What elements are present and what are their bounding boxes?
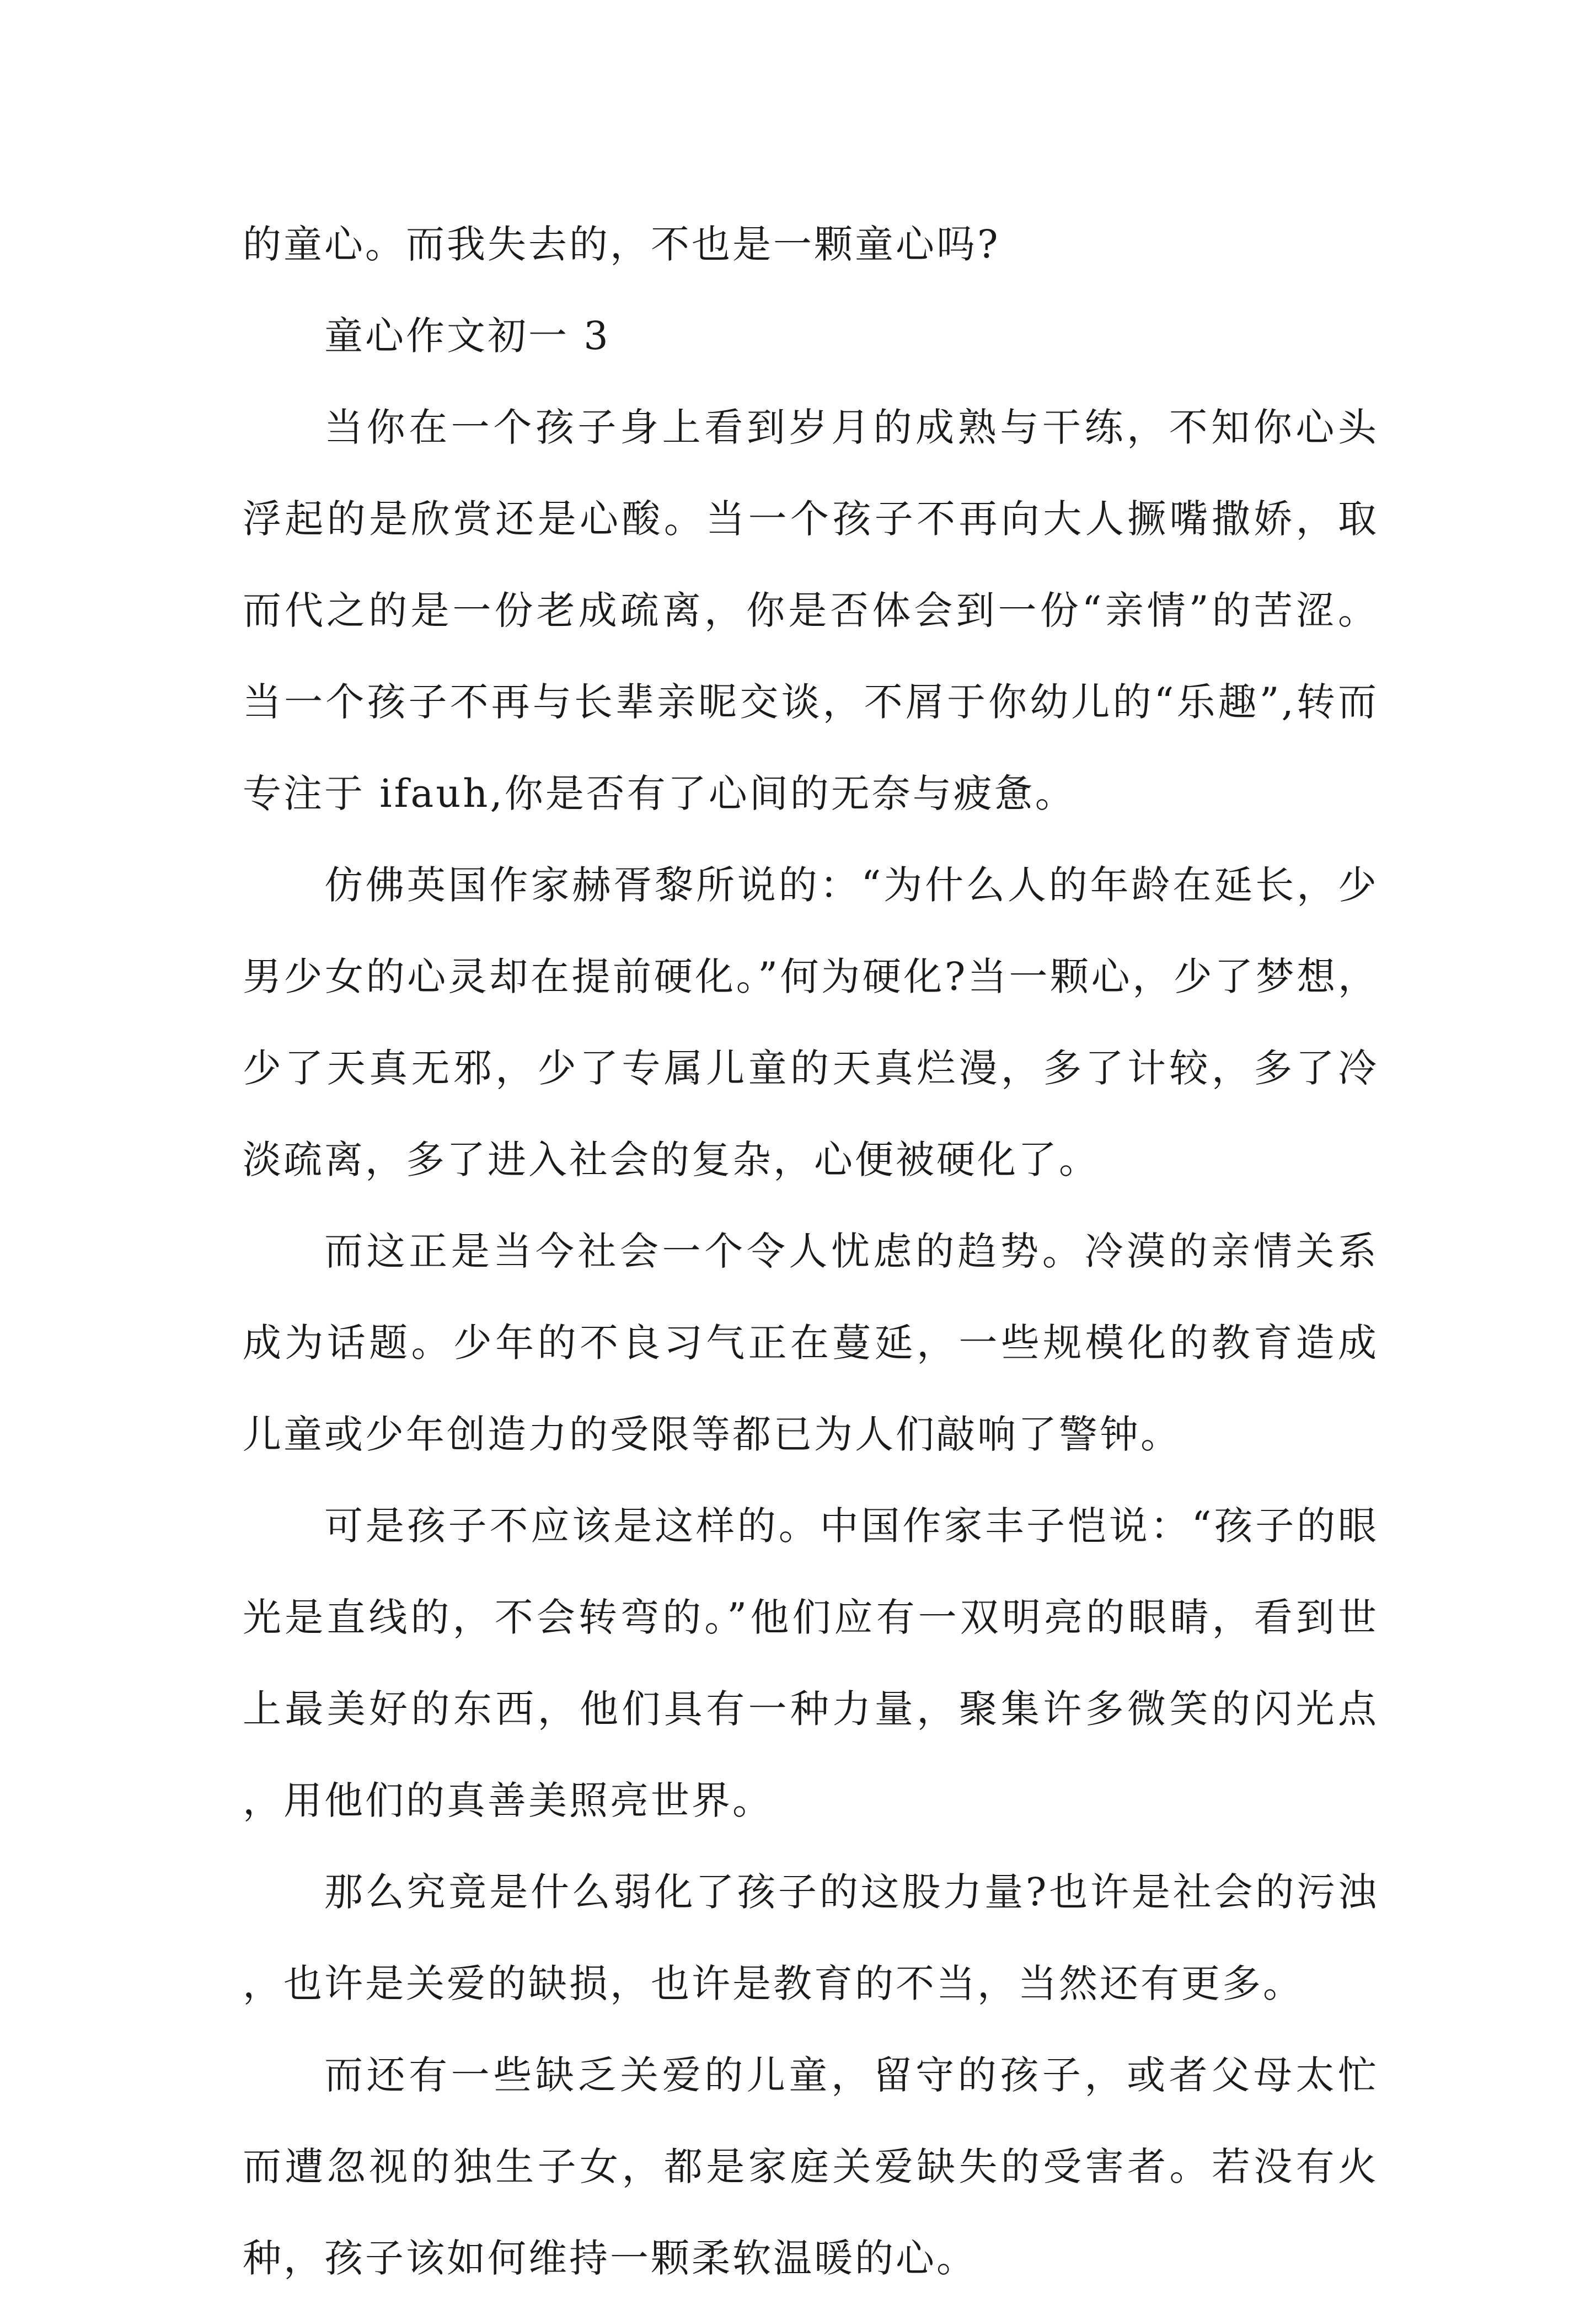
body-paragraph: 当你在一个孩子身上看到岁月的成熟与干练，不知你心头浮起的是欣赏还是心酸。当一个孩子不再向大人撅嘴撒娇，取而代之的是一份老成疏离，你是否体会到一份“亲情”的苦涩。当一个孩子不再与长辈亲昵交谈，不屑于你幼儿的“乐趣”,转而专注于 ifauh,你是否有了心间的无奈与疲惫。 <box>243 405 1379 816</box>
body-paragraph: 可是孩子不应该是这样的。中国作家丰子恺说：“孩子的眼光是直线的，不会转弯的。”他们应有一双明亮的眼睛，看到世上最美好的东西，他们具有一种力量，聚集许多微笑的闪光点，用他们的真善美照亮世界。 <box>243 1503 1379 1823</box>
body-paragraph: 仿佛英国作家赫胥黎所说的：“为什么人的年龄在延长，少男少女的心灵却在提前硬化。”何为硬化?当一颗心，少了梦想，少了天真无邪，少了专属儿童的天真烂漫，多了计较，多了冷淡疏离，多了进入社会的复杂，心便被硬化了。 <box>243 862 1379 1182</box>
continuation-paragraph: 的童心。而我失去的，不也是一颗童心吗? <box>243 222 1000 267</box>
body-paragraph: 而这正是当今社会一个令人忧虑的趋势。冷漠的亲情关系成为话题。少年的不良习气正在蔓延，一些规模化的教育造成儿童或少年创造力的受限等都已为人们敲响了警钟。 <box>243 1229 1379 1457</box>
body-paragraph: 那么究竟是什么弱化了孩子的这股力量?也许是社会的污浊，也许是关爱的缺损，也许是教育的不当，当然还有更多。 <box>243 1869 1379 2006</box>
section-heading: 童心作文初一 3 <box>324 313 610 358</box>
body-paragraph: 而还有一些缺乏关爱的儿童，留守的孩子，或者父母太忙而遭忽视的独生子女，都是家庭关爱缺失的受害者。若没有火种，孩子该如何维持一颗柔软温暖的心。 <box>243 2053 1379 2281</box>
article-body <box>243 199 1379 2304</box>
